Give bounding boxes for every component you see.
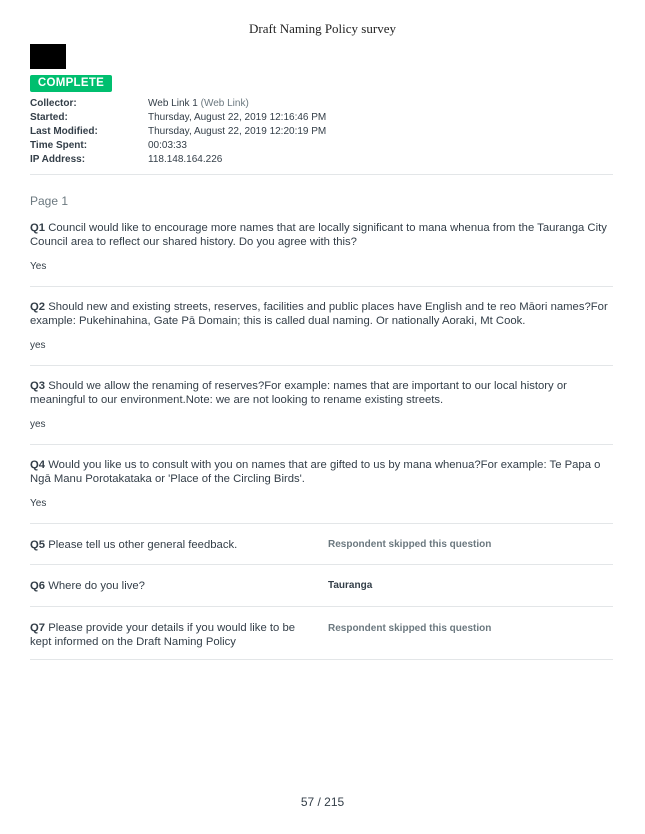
started-value: Thursday, August 22, 2019 12:16:46 PM xyxy=(148,112,327,123)
answer-1: Yes xyxy=(30,261,47,272)
question-number: Q3 xyxy=(30,380,46,392)
question-3 xyxy=(30,379,613,407)
collector-label: Collector: xyxy=(30,98,77,109)
page-label: Page 1 xyxy=(30,194,69,208)
meta-row-time xyxy=(30,139,326,153)
divider xyxy=(30,286,613,287)
question-number: Q5 xyxy=(30,539,46,551)
time-label: Time Spent: xyxy=(30,140,88,151)
divider xyxy=(30,564,613,565)
question-number: Q7 xyxy=(30,622,46,634)
divider xyxy=(30,174,613,175)
time-value: 00:03:33 xyxy=(148,140,187,151)
meta-row-collector xyxy=(30,97,326,111)
avatar xyxy=(30,44,66,69)
divider xyxy=(30,444,613,445)
question-number: Q1 xyxy=(30,222,46,234)
document-title: Draft Naming Policy survey xyxy=(249,21,396,36)
page-number: 57 / 215 xyxy=(300,795,345,809)
question-text: Please tell us other general feedback. xyxy=(48,539,238,551)
question-5 xyxy=(30,538,310,552)
question-text: Would you like us to consult with you on names that are gifted to us by mana whenua?For example: Te Papa o Ngā Manu Porotakataka or 'Place of the Circling Birds'. xyxy=(30,459,601,485)
answer-7: Respondent skipped this question xyxy=(328,623,492,634)
question-2 xyxy=(30,300,613,328)
question-text: Should we allow the renaming of reserves?For example: names that are important to our local history or meaningful to our environment.Note: we are not looking to rename existing streets. xyxy=(30,380,567,406)
started-label: Started: xyxy=(30,112,68,123)
modified-value: Thursday, August 22, 2019 12:20:19 PM xyxy=(148,126,327,137)
question-text: Where do you live? xyxy=(48,580,145,592)
divider xyxy=(30,523,613,524)
answer-4: Yes xyxy=(30,498,47,509)
question-7 xyxy=(30,621,310,649)
modified-label: Last Modified: xyxy=(30,126,98,137)
question-text: Should new and existing streets, reserves, facilities and public places have English and te reo Māori names?For example: Pukehinahina, Gate Pā Domain; this is called dual naming. Or nationally Aoraki, Mt Cook. xyxy=(30,301,608,327)
question-number: Q2 xyxy=(30,301,46,313)
question-text: Council would like to encourage more names that are locally significant to mana whenua from the Tauranga City Council area to reflect our shared history. Do you agree with this? xyxy=(30,222,607,248)
question-6 xyxy=(30,579,310,593)
status-badge: COMPLETE xyxy=(30,75,112,92)
meta-row-modified xyxy=(30,125,326,139)
divider xyxy=(30,606,613,607)
collector-sub: (Web Link) xyxy=(200,98,249,109)
ip-value: 118.148.164.226 xyxy=(148,154,223,165)
answer-3: yes xyxy=(30,419,46,430)
question-1 xyxy=(30,221,613,249)
answer-6: Tauranga xyxy=(328,580,373,591)
divider xyxy=(30,659,613,660)
collector-value: Web Link 1 (Web Link) xyxy=(148,98,249,109)
meta-row-started xyxy=(30,111,326,125)
question-4 xyxy=(30,458,613,486)
answer-5: Respondent skipped this question xyxy=(328,539,492,550)
answer-2: yes xyxy=(30,340,46,351)
divider xyxy=(30,365,613,366)
meta-row-ip xyxy=(30,153,326,167)
question-text: Please provide your details if you would like to be kept informed on the Draft Naming Policy xyxy=(30,622,296,648)
question-number: Q4 xyxy=(30,459,46,471)
response-metadata xyxy=(30,97,326,167)
ip-label: IP Address: xyxy=(30,154,86,165)
question-number: Q6 xyxy=(30,580,46,592)
